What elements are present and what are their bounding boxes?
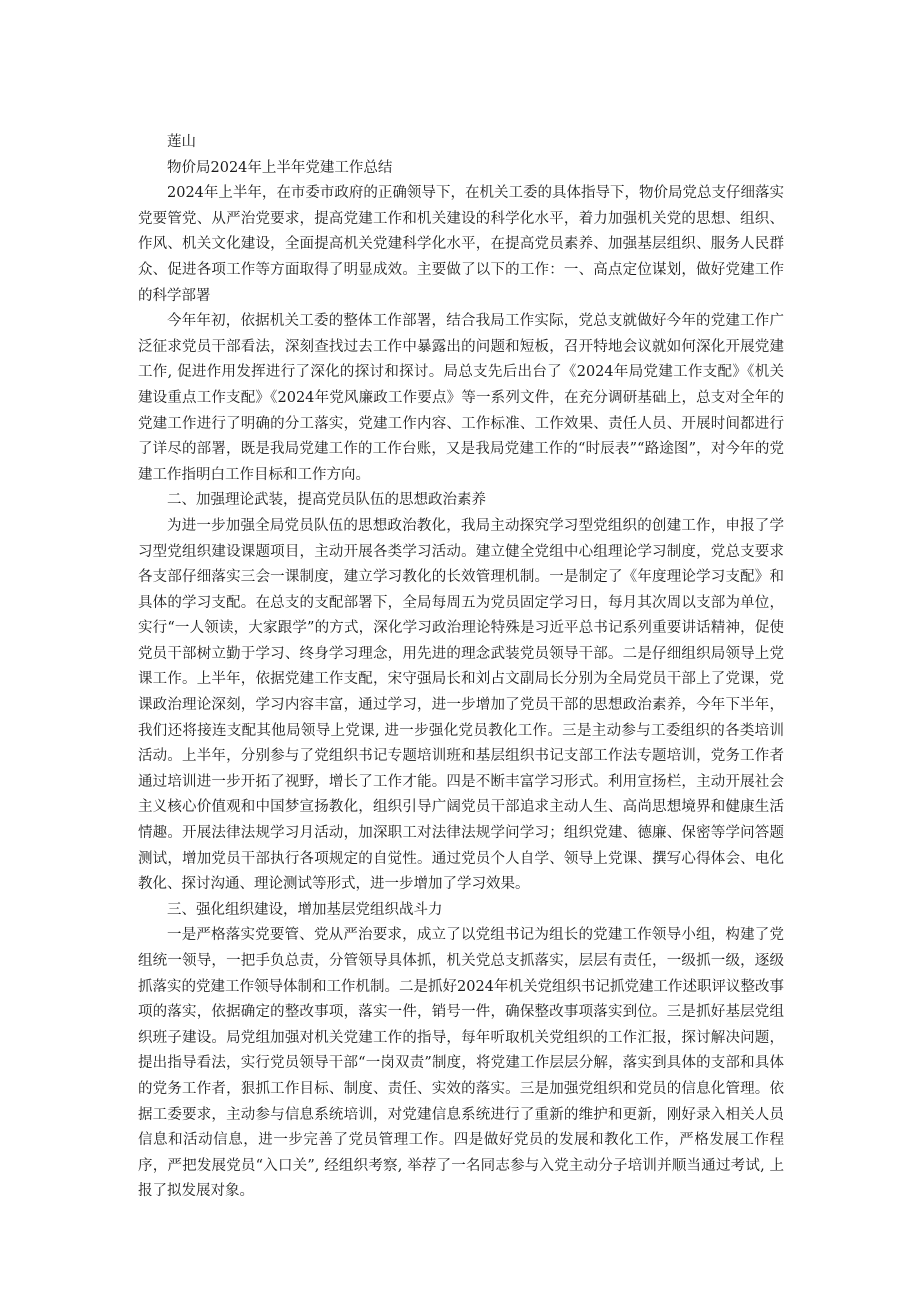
paragraph-planning: 今年年初，依据机关工委的整体工作部署，结合我局工作实际，党总支就做好今年的党建工作广泛征求党员干部看法，深刻查找过去工作中暴露出的问题和短板，召开特地会议就如何深化开展党建工作, 促进作用发挥进行了深化的探讨和探讨。局总支先后出台了《2024年局党建工作支配》《机关建设重点工作支配》《2024年党风廉政工作要点》等一系列文件，在充分调研基础上，总支对全年的党建工作进行了明确的分工落实，党建工作内容、工作标准、工作效果、责任人员、开展时间都进行了详尽的部署，既是我局党建工作的工作台账，又是我局党建工作的“时辰表”“路途图”，对今年的党建工作指明白工作目标和工作方向。	[138, 313, 784, 483]
document-header: 莲山	[167, 134, 196, 150]
section-heading-organization: 三、强化组织建设，增加基层党组织战斗力	[167, 901, 443, 918]
document-body	[138, 130, 784, 1205]
paragraph-theory: 为进一步加强全局党员队伍的思想政治教化，我局主动探究学习型党组织的创建工作，申报了学习型党组织建设课题项目，主动开展各类学习活动。建立健全党组中心组理论学习制度，党总支要求各支部仔细落实三会一课制度，建立学习教化的长效管理机制。一是制定了《年度理论学习支配》和具体的学习支配。在总支的支配部署下，全局每周五为党员固定学习日，每月其次周以支部为单位，实行“一人领读，大家跟学”的方式，深化学习政治理论特殊是习近平总书记系列重要讲话精神，促使党员干部树立勤于学习、终身学习理念，用先进的理念武装党员领导干部。二是仔细组织局领导上党课工作。上半年，依据党建工作支配，宋守强局长和刘占文副局长分别为全局党员干部上了党课，党课政治理论深刻，学习内容丰富，通过学习，进一步增加了党员干部的思想政治素养，今年下半年，我们还将接连支配其他局领导上党课, 进一步强化党员教化工作。三是主动参与工委组织的各类培训活动。上半年，分别参与了党组织书记专题培训班和基层组织书记支部工作法专题培训，党务工作者通过培训进一步开拓了视野，增长了工作才能。四是不断丰富学习形式。利用宣扬栏，主动开展社会主义核心价值观和中国梦宣扬教化，组织引导广阔党员干部追求主动人生、高尚思想境界和健康生活情趣。开展法律法规学习月活动，加深职工对法律法规学问学习；组织党建、德廉、保密等学问答题测试，增加党员干部执行各项规定的自觉性。通过党员个人自学、领导上党课、撰写心得体会、电化教化、探讨沟通、理论测试等形式，进一步增加了学习效果。	[138, 517, 784, 893]
paragraph-organization: 一是严格落实党要管、党从严治要求，成立了以党组书记为组长的党建工作领导小组，构建了党组统一领导，一把手负总责，分管领导具体抓，机关党总支抓落实，层层有责任，一级抓一级，逐级抓落实的党建工作领导体制和工作机制。二是抓好2024年机关党组织书记抓党建工作述职评议整改事项的落实，依据确定的整改事项，落实一件，销号一件，确保整改事项落实到位。三是抓好基层党组织班子建设。局党组加强对机关党建工作的指导，每年听取机关党组织的工作汇报，探讨解决问题，提出指导看法，实行党员领导干部“一岗双责”制度，将党建工作层层分解，落实到具体的支部和具体的党务工作者，狠抓工作目标、制度、责任、实效的落实。三是加强党组织和党员的信息化管理。依据工委要求，主动参与信息系统培训，对党建信息系统进行了重新的维护和更新，刚好录入相关人员信息和活动信息，进一步完善了党员管理工作。四是做好党员的发展和教化工作，严格发展工作程序，严把发展党员“入口关”, 经组织考察, 举荐了一名同志参与入党主动分子培训并顺当通过考试, 上报了拟发展对象。	[138, 927, 784, 1200]
paragraph-intro: 2024年上半年，在市委市政府的正确领导下，在机关工委的具体指导下，物价局党总支仔细落实党要管党、从严治党要求，提高党建工作和机关建设的科学化水平，着力加强机关党的思想、组织、作风、机关文化建设，全面提高机关党建科学化水平，在提高党员素养、加强基层组织、服务人民群众、促进各项工作等方面取得了明显成效。主要做了以下的工作：一、高点定位谋划，做好党建工作的科学部署	[138, 185, 784, 304]
section-heading-theory: 二、加强理论武装，提高党员队伍的思想政治素养	[167, 492, 486, 509]
document-title: 物价局2024年上半年党建工作总结	[167, 159, 393, 176]
